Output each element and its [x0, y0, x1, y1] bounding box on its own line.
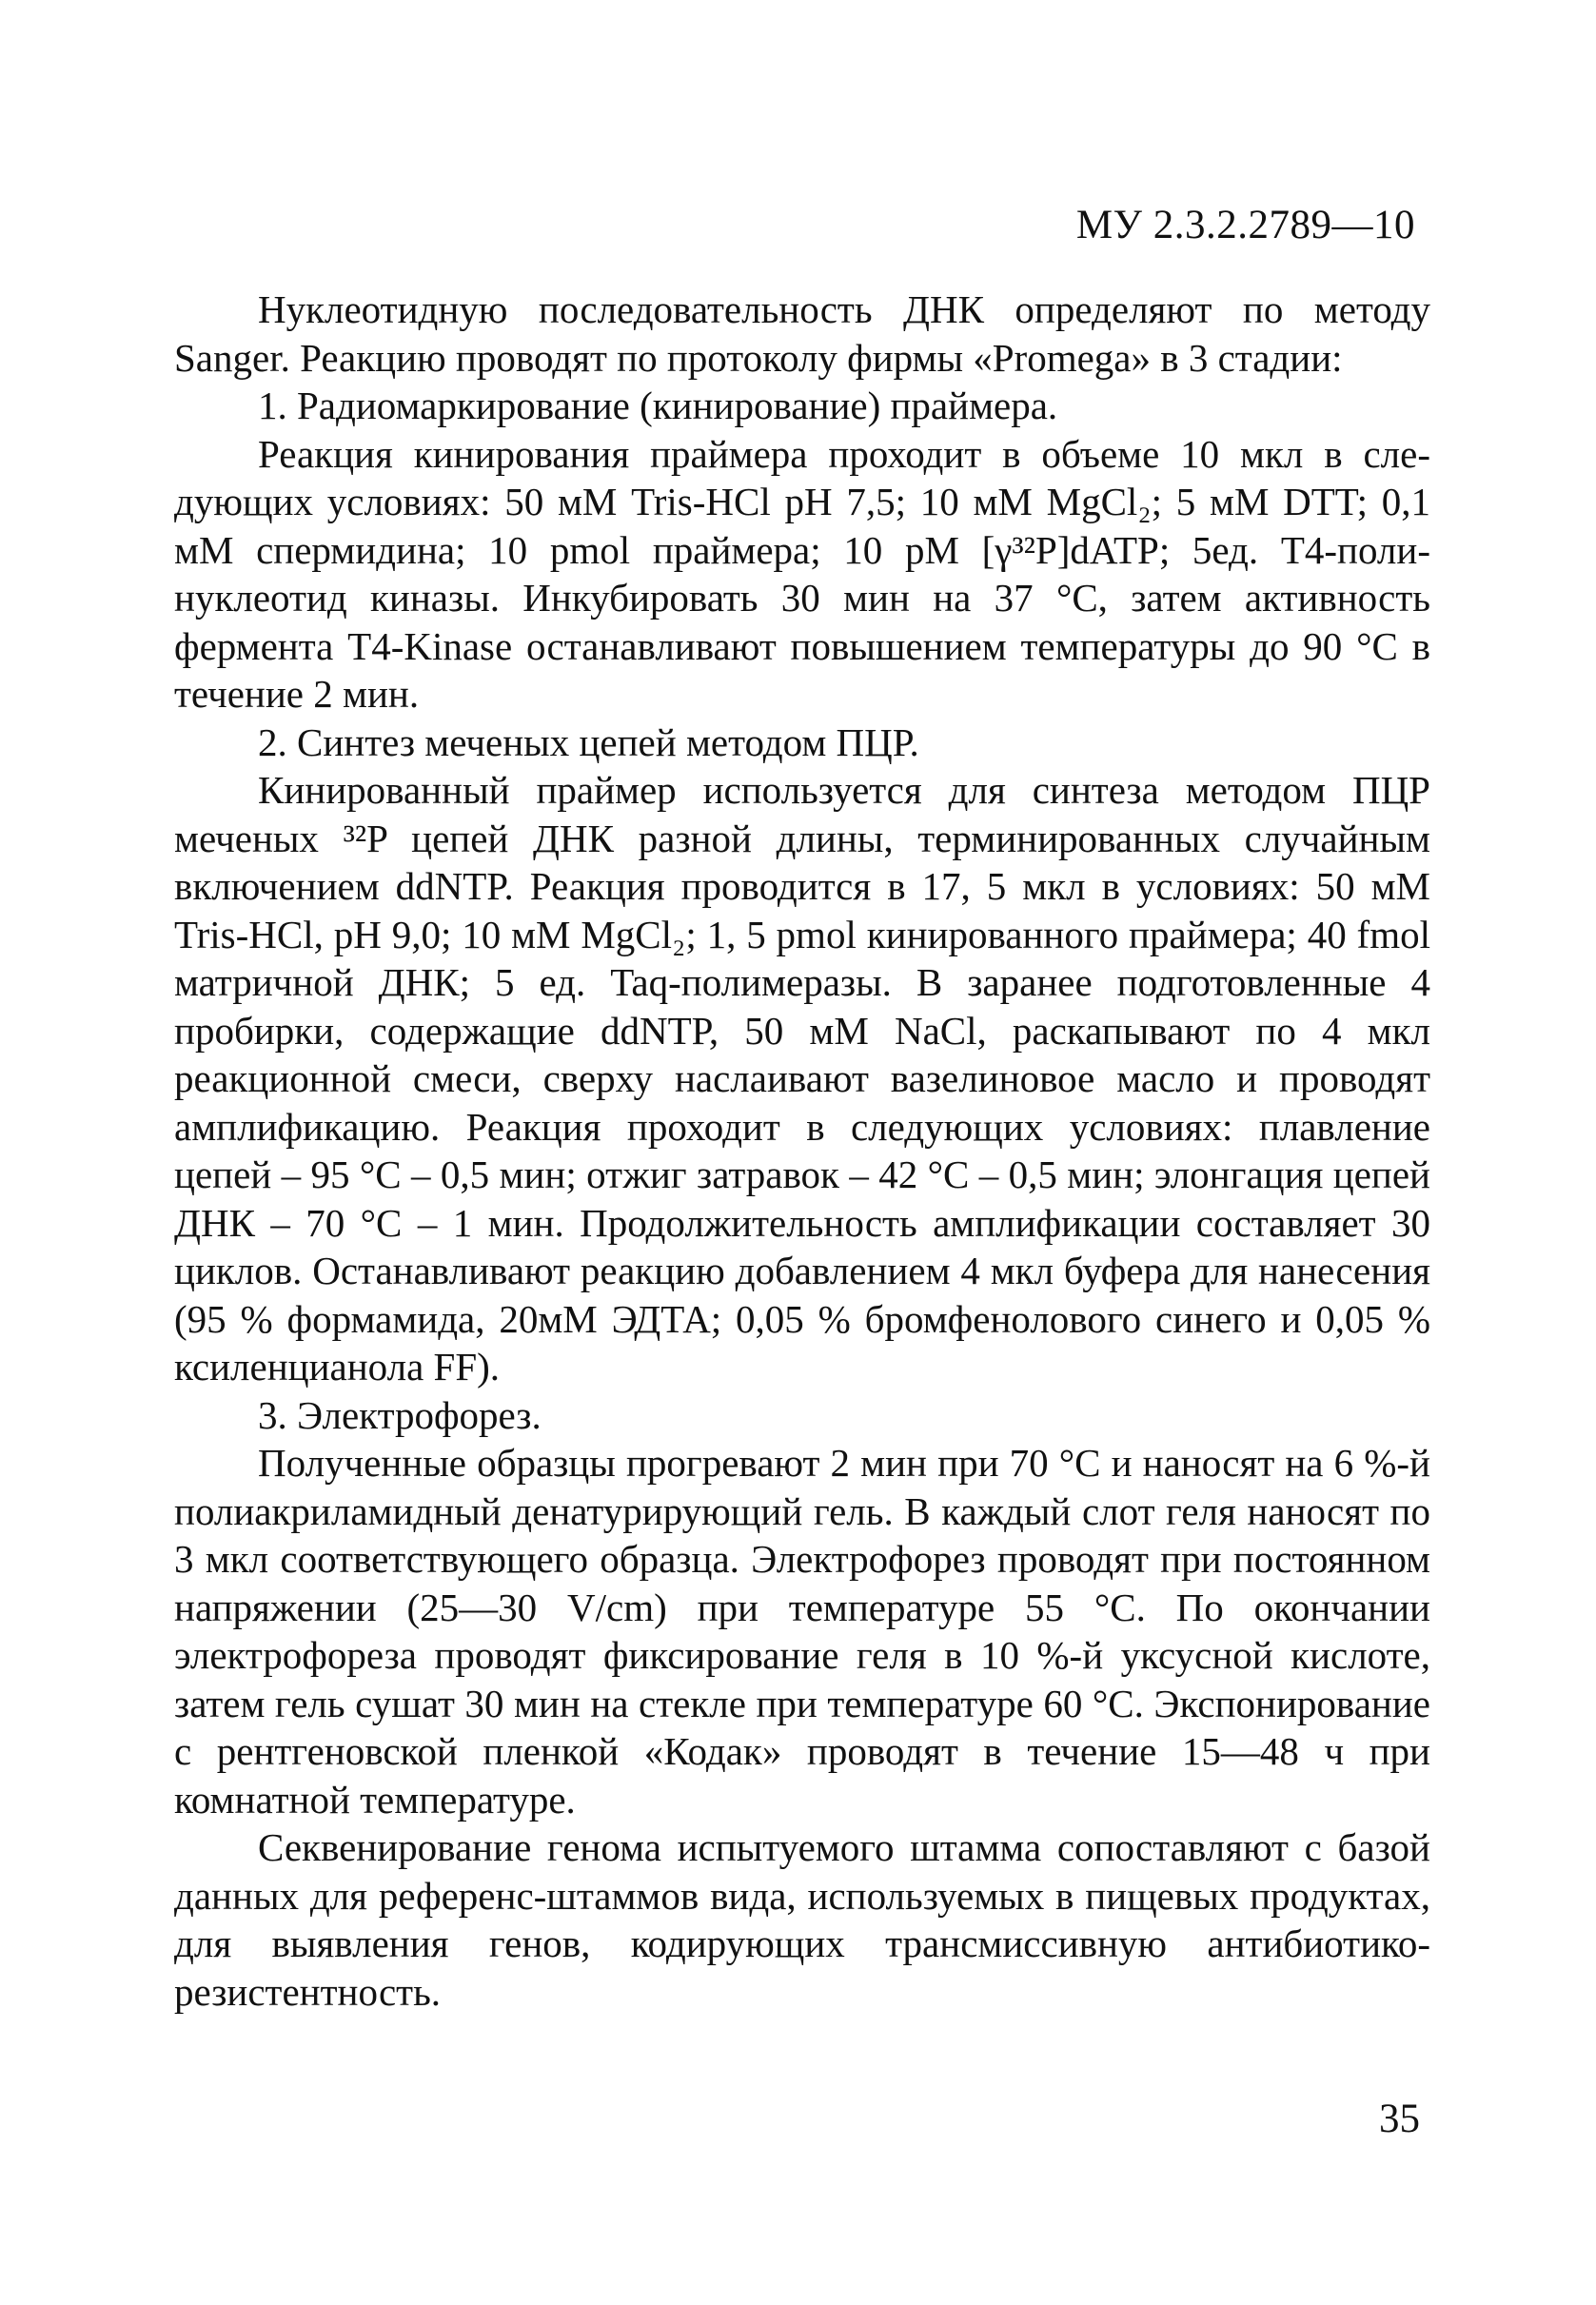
paragraph-kination-conditions: Реакция кинирования праймера проходит в объеме 10 мкл в следующих условиях: 50 мМ Tris-HCl pH 7,5; 10 мМ MgCl₂; 5 мМ DTT; 0,1 мМ спермидина; 10 pmol праймера; 10 pM [γ³²P]dATP; 5ед. Т4-полинуклеотид киназы. Инкубировать 30 мин на 37 °С, затем активность фермента T4-Kinase останавливают повышением температуры до 90 °С в течение 2 мин.	[174, 431, 1430, 716]
document-code: МУ 2.3.2.2789—10	[1075, 203, 1415, 247]
page-number: 35	[1379, 2097, 1420, 2141]
paragraph-pcr-conditions: Кинированный праймер используется для синтеза методом ПЦР меченых ³²P цепей ДНК разной длины, терминированных случайным включением ddNTP. Реакция проводится в 17, 5 мкл в условиях: 50 мМ Tris-HCl, pH 9,0; 10 мМ MgCl₂; 1, 5 pmol кинированного праймера; 40 fmol матричной ДНК; 5 ед. Taq-полимеразы. В заранее подготовленные 4 пробирки, содержащие ddNTP, 50 мМ NaCl, раскапывают по 4 мкл реакционной смеси, сверху наслаивают вазелиновое масло и проводят амплификацию. Реакция проходит в следующих условиях: плавление цепей – 95 °С – 0,5 мин; отжиг затравок – 42 °С – 0,5 мин; элонгация цепей ДНК – 70 °С – 1 мин. Продолжительность амплификации составляет 30 циклов. Останавливают реакцию добавлением 4 мкл буфера для нанесения (95 % формамида, 20мМ ЭДТА; 0,05 % бромфенолового синего и 0,05 % ксиленцианола FF).	[174, 768, 1430, 1389]
page-body	[174, 286, 1430, 2016]
step-heading-electrophoresis: 3. Электрофорез.	[258, 1392, 542, 1437]
paragraph-electrophoresis-conditions: Полученные образцы прогревают 2 мин при 70 °С и наносят на 6 %-й полиакриламидный денатурирующий гель. В каждый слот геля наносят по 3 мкл соответствующего образца. Электрофорез проводят при постоянном напряжении (25—30 V/cm) при температуре 55 °С. По окончании электрофореза проводят фиксирование геля в 10 %-й уксусной кислоте, затем гель сушат 30 мин на стекле при температуре 60 °С. Экспонирование с рентгеновской пленкой «Кодак» проводят в течение 15—48 ч при комнатной температуре.	[174, 1441, 1430, 1822]
step-heading-radiolabeling: 1. Радиомаркирование (кинирование) праймера.	[258, 384, 1058, 427]
paragraph-method-intro: Нуклеотидную последовательность ДНК определяют по методу Sanger. Реакцию проводят по протоколу фирмы «Promega» в 3 стадии:	[174, 287, 1430, 380]
paragraph-sequencing-comparison: Секвенирование генома испытуемого штамма сопоставляют с базой данных для референс-штаммов вида, используемых в пищевых продуктах, для выявления генов, кодирующих трансмиссивную антибиотикорезистентность.	[174, 1825, 1430, 2014]
step-heading-pcr-synthesis: 2. Синтез меченых цепей методом ПЦР.	[258, 719, 919, 764]
